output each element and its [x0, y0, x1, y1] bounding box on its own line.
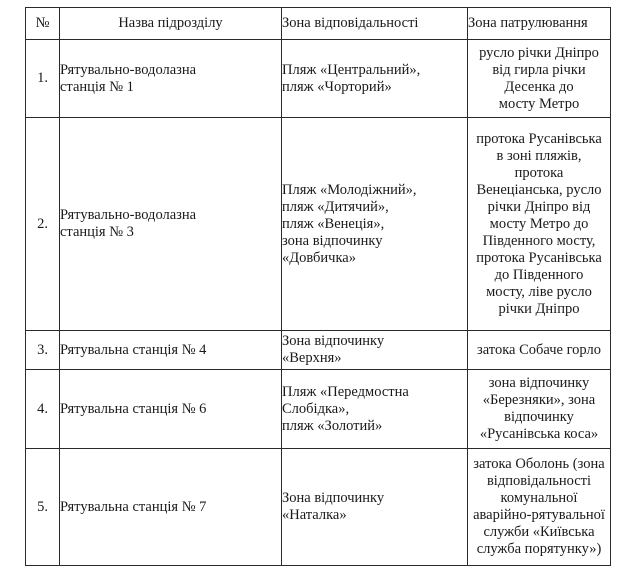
row-number: 4.: [26, 370, 60, 449]
patrol-zone-line: протока Русанівська: [476, 130, 602, 147]
patrol-zone-line: відповідальності: [486, 473, 592, 489]
responsibility-zone-line: «Наталка»: [282, 507, 347, 523]
row-number: 1.: [26, 40, 60, 118]
header-name: Назва підрозділу: [60, 8, 282, 40]
patrol-zone-line: служби «Київська: [483, 524, 595, 540]
table-body: [26, 40, 611, 566]
responsibility-zone-line: «Довбичка»: [282, 249, 356, 266]
responsibility-zone-line: Пляж «Молодіжний»,: [282, 181, 417, 198]
patrol-zone-line: річки Дніпро від: [487, 198, 591, 215]
patrol-zone-cell: [468, 118, 611, 331]
unit-name-line: станція № 3: [60, 224, 134, 240]
header-row: [26, 8, 611, 40]
patrol-zone-cell: [468, 370, 611, 449]
patrol-zone-line: аварійно-рятувальної: [473, 507, 605, 523]
row-number: 2.: [26, 118, 60, 331]
unit-name-cell: [60, 370, 282, 449]
responsibility-zone-line: пляж «Дитячий»,: [282, 198, 389, 215]
responsibility-zone-cell: [282, 40, 468, 118]
patrol-zone-line: мосту Метро: [498, 95, 580, 112]
unit-name-line: Рятувальна станція № 7: [60, 498, 207, 515]
patrol-zone-line: мосту Метро до: [489, 215, 589, 232]
unit-name-line: Рятувальна станція № 6: [60, 400, 207, 417]
responsibility-zone-line: Пляж «Центральний»,: [282, 61, 421, 78]
unit-name-line: Рятувально-водолазна: [60, 61, 197, 78]
patrol-zone-line: затока Собаче горло: [477, 341, 601, 358]
patrol-zone-line: річки Дніпро: [498, 300, 580, 317]
patrol-zone-line: затока Оболонь (зона: [473, 456, 605, 472]
responsibility-zone-cell: [282, 331, 468, 370]
responsibility-zone-line: Зона відпочинку: [282, 333, 385, 349]
patrol-zone-line: до Південного: [494, 266, 584, 283]
patrol-zone-line: від гирла річки: [492, 61, 586, 78]
patrol-zone-line: в зоні пляжів,: [496, 147, 582, 164]
unit-name-line: Рятувальна станція № 4: [60, 341, 207, 358]
header-zone: Зона відповідальності: [282, 8, 468, 40]
patrol-zone-line: «Русанівська коса»: [479, 426, 599, 442]
units-table: [25, 7, 611, 566]
responsibility-zone-line: пляж «Чорторий»: [282, 78, 392, 95]
table-row: [26, 331, 611, 370]
responsibility-zone-line: пляж «Золотий»: [282, 417, 383, 434]
patrol-zone-line: комунальної: [500, 490, 578, 506]
unit-name-cell: [60, 118, 282, 331]
patrol-zone-line: протока Русанівська: [476, 249, 602, 266]
patrol-zone-cell: [468, 449, 611, 566]
patrol-zone-line: протока: [514, 164, 564, 181]
table-row: [26, 449, 611, 566]
header-num: №: [26, 8, 60, 40]
responsibility-zone-cell: [282, 118, 468, 331]
patrol-zone-line: Десенка до: [504, 78, 574, 95]
responsibility-zone-line: «Верхня»: [282, 350, 342, 366]
row-number: 5.: [26, 449, 60, 566]
patrol-zone-line: Південного мосту,: [482, 232, 596, 249]
unit-name-line: Рятувально-водолазна: [60, 207, 197, 223]
responsibility-zone-line: пляж «Венеція»,: [282, 215, 385, 232]
unit-name-line: станція № 1: [60, 78, 134, 95]
row-number: 3.: [26, 331, 60, 370]
patrol-zone-line: «Березняки», зона: [482, 392, 596, 408]
header-patrol: Зона патрулювання: [468, 8, 611, 40]
patrol-zone-cell: [468, 40, 611, 118]
responsibility-zone-cell: [282, 370, 468, 449]
unit-name-cell: [60, 40, 282, 118]
responsibility-zone-line: Слобідка»,: [282, 400, 350, 417]
patrol-zone-line: русло річки Дніпро: [479, 44, 599, 61]
unit-name-cell: [60, 331, 282, 370]
unit-name-cell: [60, 449, 282, 566]
patrol-zone-line: зона відпочинку: [488, 375, 590, 391]
table-header: [26, 8, 611, 40]
patrol-zone-line: служба порятунку»): [476, 541, 602, 557]
responsibility-zone-line: Зона відпочинку: [282, 490, 385, 506]
table-row: [26, 40, 611, 118]
responsibility-zone-line: зона відпочинку: [282, 232, 383, 249]
patrol-zone-line: мосту, ліве русло: [486, 283, 592, 300]
table-row: [26, 370, 611, 449]
responsibility-zone-cell: [282, 449, 468, 566]
table-row: [26, 118, 611, 331]
patrol-zone-line: відпочинку: [504, 409, 574, 425]
responsibility-zone-line: Пляж «Передмостна: [282, 383, 409, 400]
patrol-zone-cell: [468, 331, 611, 370]
patrol-zone-line: Венеціанська, русло: [476, 181, 602, 198]
